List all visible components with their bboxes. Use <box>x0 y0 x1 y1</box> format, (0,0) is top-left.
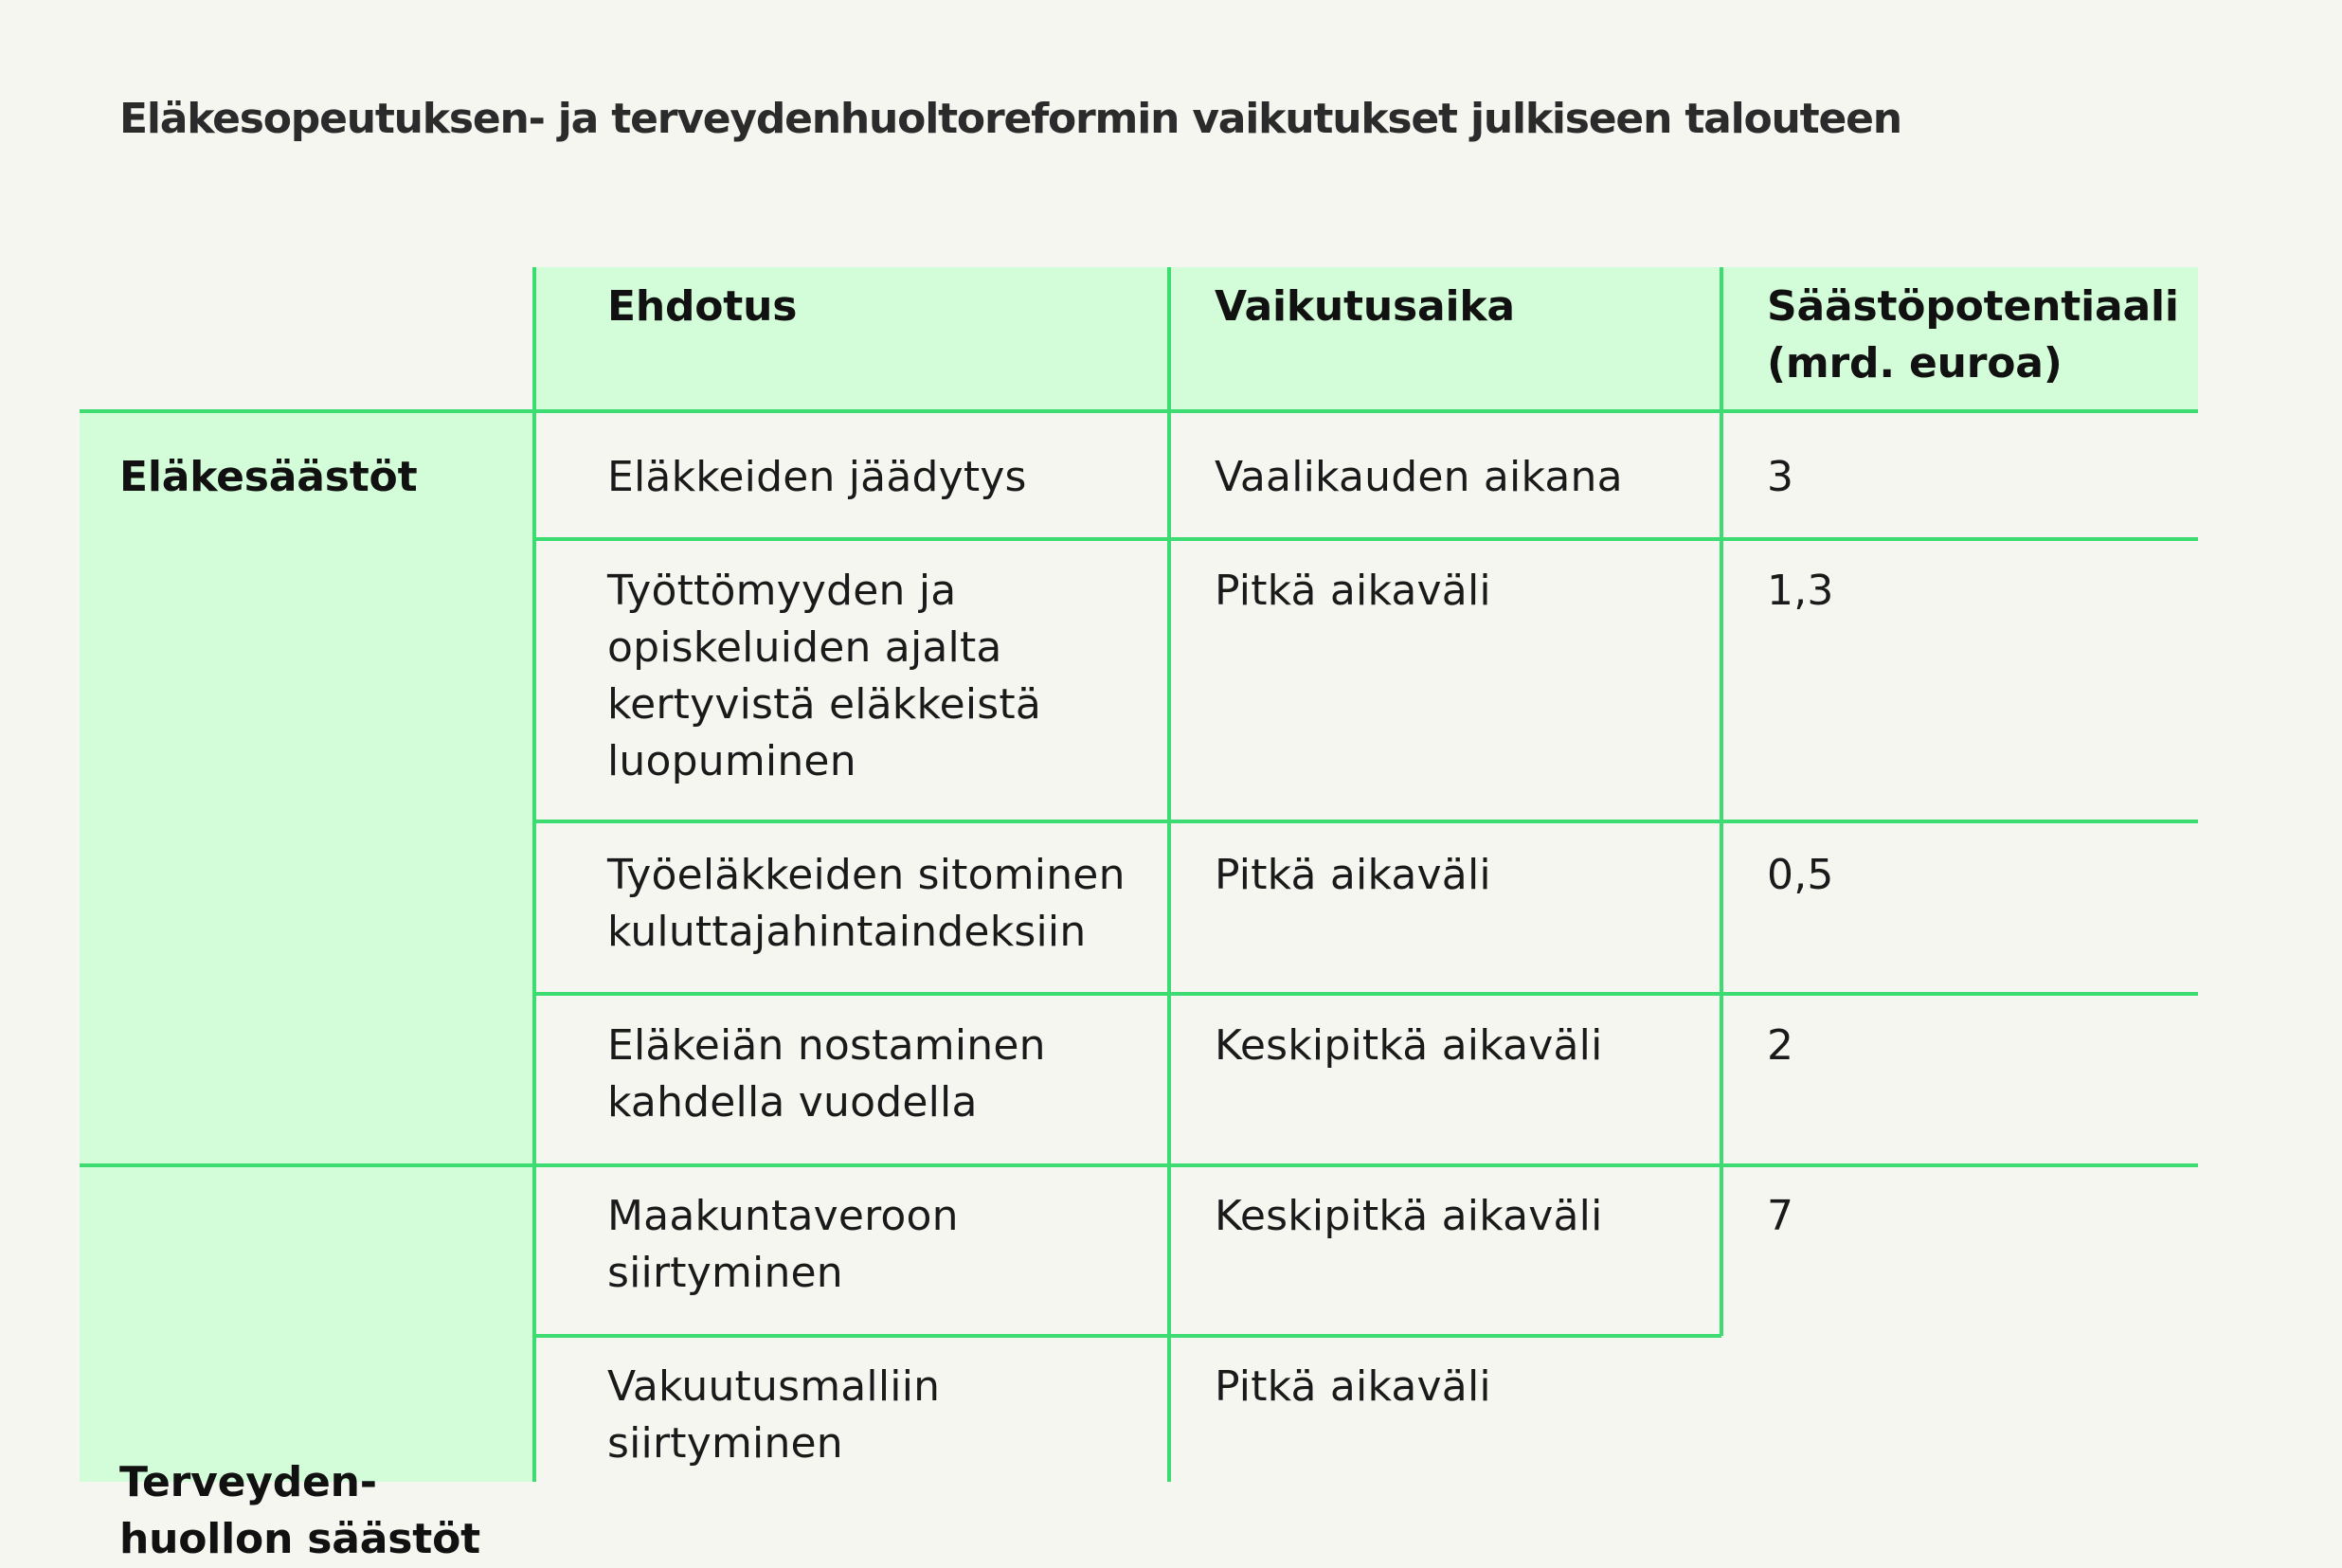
row-savings: 3 <box>1767 453 1794 501</box>
row-divider <box>534 992 2198 996</box>
row-timeframe: Vaalikauden aikana <box>1215 453 1623 501</box>
row-divider <box>534 537 2198 541</box>
row-savings: 2 <box>1767 1021 1794 1070</box>
group-label-healthcare: Terveyden- huollon säästöt <box>119 1458 480 1563</box>
row-savings: 1,3 <box>1767 567 1834 615</box>
row-timeframe: Pitkä aikaväli <box>1215 567 1491 615</box>
row-timeframe: Keskipitkä aikaväli <box>1215 1021 1603 1070</box>
row-timeframe: Pitkä aikaväli <box>1215 851 1491 899</box>
group-label-pension: Eläkesäästöt <box>119 453 418 501</box>
column-divider <box>1167 267 1171 1482</box>
row-timeframe: Keskipitkä aikaväli <box>1215 1192 1603 1240</box>
column-divider <box>1720 267 1723 1336</box>
row-proposal: Eläkeiän nostaminen kahdella vuodella <box>607 1021 1046 1126</box>
header-divider <box>80 409 2198 413</box>
row-proposal: Eläkkeiden jäädytys <box>607 453 1027 501</box>
savings-table <box>80 267 2198 1563</box>
row-proposal: Maakuntaveroon siirtyminen <box>607 1192 959 1297</box>
column-divider <box>532 267 536 1482</box>
page-title: Eläkesopeutuksen- ja terveydenhuoltoreformin vaikutukset julkiseen talouteen <box>119 95 1901 143</box>
header-savings: Säästöpotentiaali (mrd. euroa) <box>1767 282 2179 387</box>
row-divider <box>534 1334 1721 1338</box>
row-divider <box>534 820 2198 823</box>
header-timeframe: Vaikutusaika <box>1215 282 1515 331</box>
row-proposal: Vakuutusmalliin siirtyminen <box>607 1362 941 1468</box>
group-column-background <box>80 411 534 1482</box>
row-savings: 0,5 <box>1767 851 1834 899</box>
group-divider <box>80 1163 2198 1167</box>
row-proposal: Työttömyyden ja opiskeluiden ajalta kertyvistä eläkkeistä luopuminen <box>607 567 1042 785</box>
row-proposal: Työeläkkeiden sitominen kuluttajahintaindeksiin <box>607 851 1126 956</box>
header-proposal: Ehdotus <box>607 282 798 331</box>
row-timeframe: Pitkä aikaväli <box>1215 1362 1491 1411</box>
healthcare-savings: 7 <box>1767 1192 1794 1240</box>
